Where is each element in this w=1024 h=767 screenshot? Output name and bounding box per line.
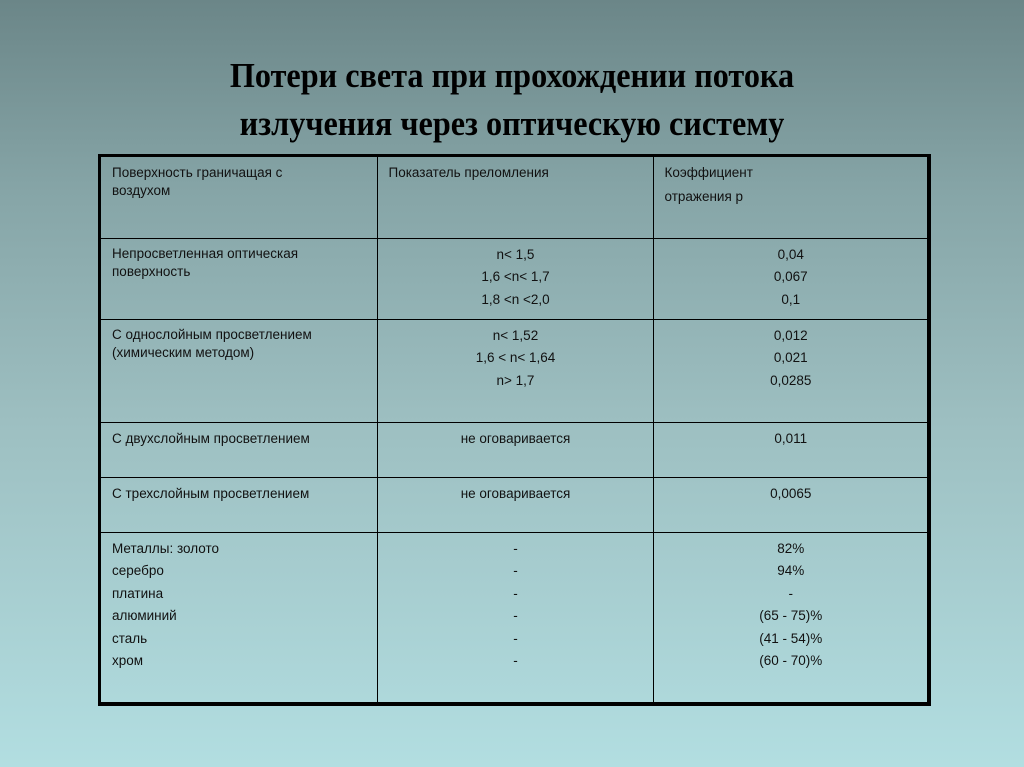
cell-text: (химическим методом) bbox=[112, 344, 255, 360]
cell-text: n> 1,7 bbox=[496, 372, 535, 388]
cell-text: - bbox=[513, 563, 518, 578]
cell-text: С трехслойным просветлением bbox=[112, 485, 310, 501]
cell-reflection bbox=[653, 422, 927, 477]
cell-text: - bbox=[513, 585, 518, 601]
light-loss-table bbox=[101, 157, 927, 702]
cell-reflection bbox=[653, 238, 927, 319]
table-row bbox=[101, 477, 927, 532]
cell-text: 0,04 bbox=[777, 246, 804, 262]
cell-text: платина bbox=[112, 585, 164, 601]
cell-text: 0,012 bbox=[773, 327, 808, 343]
cell-surface bbox=[101, 238, 377, 319]
header-refraction-index bbox=[377, 157, 653, 238]
cell-text: 0,0285 bbox=[770, 372, 812, 388]
cell-text: 1,6 <n< 1,7 bbox=[481, 269, 550, 284]
cell-text: 0,011 bbox=[774, 430, 808, 446]
cell-text: 1,8 <n <2,0 bbox=[481, 291, 550, 307]
cell-text: 0,067 bbox=[773, 269, 808, 284]
cell-text: - bbox=[513, 653, 518, 668]
cell-text: 1,6 < n< 1,64 bbox=[475, 350, 556, 365]
slide-title-line-2: излучения через оптическую систему bbox=[239, 104, 785, 143]
table-header-row bbox=[101, 157, 927, 238]
header-reflection-coefficient bbox=[653, 157, 927, 238]
cell-reflection bbox=[653, 319, 927, 422]
cell-surface bbox=[101, 532, 377, 702]
cell-text: - bbox=[788, 585, 793, 601]
cell-text: С однослойным просветлением bbox=[112, 326, 312, 342]
cell-text: не оговаривается bbox=[460, 485, 571, 501]
cell-refraction bbox=[377, 532, 653, 702]
cell-text: серебро bbox=[112, 563, 164, 578]
table-row bbox=[101, 532, 927, 702]
cell-text: - bbox=[513, 630, 518, 646]
cell-text: 0,021 bbox=[773, 350, 808, 365]
header-text: отражения р bbox=[664, 189, 744, 204]
slide-title-line-1: Потери света при прохождении потока bbox=[229, 56, 795, 95]
cell-text: 0,1 bbox=[781, 291, 801, 307]
header-text: воздухом bbox=[112, 183, 171, 198]
cell-surface bbox=[101, 422, 377, 477]
table-row bbox=[101, 319, 927, 422]
cell-text: поверхность bbox=[112, 263, 191, 279]
cell-text: n< 1,52 bbox=[492, 327, 539, 343]
cell-text: алюминий bbox=[112, 608, 177, 623]
cell-refraction bbox=[377, 319, 653, 422]
cell-refraction bbox=[377, 422, 653, 477]
table-row bbox=[101, 238, 927, 319]
header-text: Поверхность граничащая с bbox=[112, 165, 283, 180]
cell-refraction bbox=[377, 477, 653, 532]
cell-text: (60 - 70)% bbox=[759, 653, 823, 668]
cell-text: - bbox=[513, 608, 518, 623]
cell-reflection bbox=[653, 477, 927, 532]
cell-text: - bbox=[513, 540, 518, 556]
cell-text: (41 - 54)% bbox=[759, 630, 823, 646]
cell-text: 0,0065 bbox=[770, 485, 812, 501]
cell-text: n< 1,5 bbox=[496, 246, 535, 262]
header-text: Показатель преломления bbox=[388, 165, 549, 180]
header-text: Коэффициент bbox=[664, 165, 753, 180]
cell-text: не оговаривается bbox=[460, 430, 571, 446]
cell-surface bbox=[101, 477, 377, 532]
light-loss-table-frame bbox=[98, 154, 931, 706]
cell-text: хром bbox=[112, 653, 144, 668]
cell-text: сталь bbox=[112, 630, 148, 646]
cell-text: 94% bbox=[777, 563, 805, 578]
cell-text: Непросветленная оптическая bbox=[112, 245, 299, 261]
header-surface bbox=[101, 157, 377, 238]
cell-text: С двухслойным просветлением bbox=[112, 430, 310, 446]
cell-surface bbox=[101, 319, 377, 422]
cell-refraction bbox=[377, 238, 653, 319]
cell-text: 82% bbox=[777, 540, 805, 556]
slide-title bbox=[41, 52, 983, 148]
cell-reflection bbox=[653, 532, 927, 702]
cell-text: Металлы: золото bbox=[112, 540, 219, 556]
table-row bbox=[101, 422, 927, 477]
cell-text: (65 - 75)% bbox=[759, 608, 823, 623]
